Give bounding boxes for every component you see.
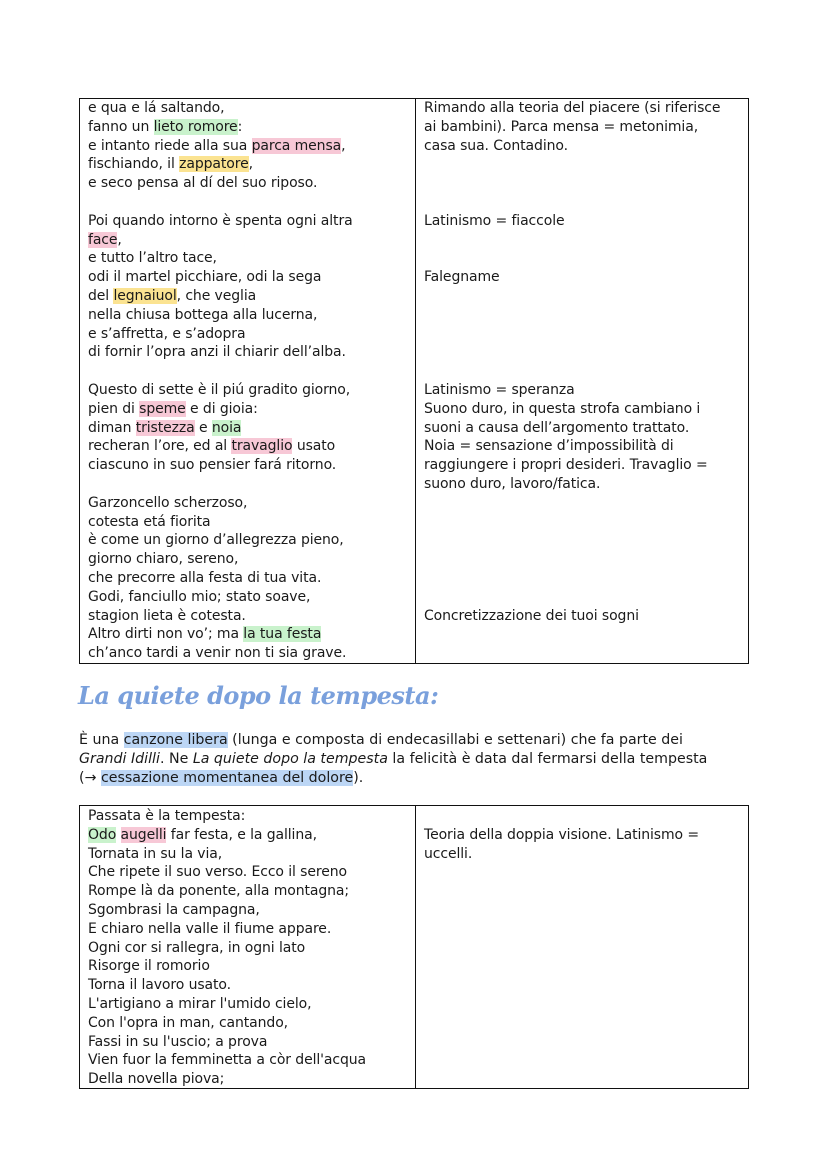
- poem-line: [88, 625, 321, 644]
- intro-line: [79, 750, 707, 769]
- text-segment: Altro dirti non vo’; ma: [88, 626, 244, 643]
- note-line: [424, 381, 575, 400]
- poem-line: [88, 920, 331, 939]
- highlighted-term: lieto romore: [153, 118, 238, 135]
- text-segment: . Ne: [159, 751, 193, 767]
- annotation-table-2: [79, 805, 749, 1089]
- text-segment: e intanto riede alla sua: [88, 137, 252, 154]
- notes-column: [416, 99, 748, 663]
- text-segment: stagion lieta è cotesta.: [88, 607, 246, 624]
- poem-line: [88, 325, 245, 344]
- text-segment: recheran l’ore, ed al: [88, 438, 232, 455]
- poem-line: [88, 118, 242, 137]
- poem-line: [88, 381, 350, 400]
- text-segment: (lunga e composta di endecasillabi e settenari) che fa parte dei: [227, 732, 683, 748]
- text-segment: Tornata in su la via,: [88, 845, 223, 862]
- note-line: [424, 475, 600, 494]
- poem-column: [80, 99, 416, 663]
- poem-line: [88, 174, 317, 193]
- poem-line: [88, 1070, 224, 1089]
- poem-line: [88, 400, 258, 419]
- text-segment: la felicità è data dal fermarsi della tempesta: [387, 751, 708, 767]
- poem-line: [88, 882, 349, 901]
- text-segment: Passata è la tempesta:: [88, 808, 246, 824]
- highlighted-term: speme: [139, 400, 186, 417]
- annotation-table-1: [79, 98, 749, 664]
- text-segment: fanno un: [88, 118, 154, 135]
- note-line: [424, 212, 565, 231]
- text-segment: raggiungere i propri desideri. Travaglio =: [424, 457, 708, 474]
- text-segment: Risorge il romorio: [88, 958, 210, 975]
- text-segment: che precorre alla festa di tua vita.: [88, 570, 322, 586]
- poem-line: [88, 1051, 366, 1070]
- section-heading: La quiete dopo la tempesta:: [78, 681, 439, 710]
- poem-line: [88, 957, 210, 976]
- text-segment: , che veglia: [176, 288, 257, 304]
- text-segment: e tutto l’altro tace,: [88, 250, 217, 267]
- poem-line: [88, 531, 344, 550]
- highlighted-term: augelli: [120, 826, 167, 843]
- text-segment: e di gioia:: [185, 400, 258, 417]
- text-segment: È una: [79, 732, 124, 748]
- poem-line: [88, 513, 211, 532]
- highlighted-term: la tua festa: [243, 626, 322, 643]
- text-segment: usato: [292, 438, 336, 455]
- note-line: [424, 99, 720, 118]
- poem-line: [88, 99, 224, 118]
- poem-line: [88, 826, 317, 845]
- text-segment: giorno chiaro, sereno,: [88, 551, 239, 568]
- poem-line: [88, 976, 231, 995]
- text-segment: ai bambini). Parca mensa = metonimia,: [424, 118, 699, 135]
- text-segment: Sgombrasi la campagna,: [88, 902, 260, 918]
- highlighted-term: face: [88, 231, 118, 248]
- poem-line: [88, 343, 346, 362]
- poem-line: [88, 607, 246, 626]
- note-line: [424, 137, 568, 156]
- note-line: [424, 268, 500, 287]
- text-segment: Rimando alla teoria del piacere (si riferisce: [424, 100, 721, 116]
- text-segment: e s’affretta, e s’adopra: [88, 325, 246, 342]
- text-segment: Latinismo = speranza: [424, 382, 575, 398]
- text-segment: far festa, e la gallina,: [166, 826, 317, 843]
- text-segment: Vien fuor la femminetta a còr dell'acqua: [88, 1052, 367, 1069]
- text-segment: odi il martel picchiare, odi la sega: [88, 269, 322, 286]
- poem-line: [88, 268, 321, 287]
- text-segment: Concretizzazione dei tuoi sogni: [424, 607, 639, 624]
- poem-line: [88, 456, 336, 475]
- text-segment: diman: [88, 419, 136, 436]
- text-segment: e: [194, 419, 212, 436]
- poem-line: [88, 1014, 288, 1033]
- text-segment: nella chiusa bottega alla lucerna,: [88, 306, 318, 323]
- text-segment: Grandi Idilli: [79, 751, 160, 767]
- text-segment: e qua e lá saltando,: [88, 100, 225, 116]
- text-segment: Con l'opra in man, cantando,: [88, 1014, 289, 1031]
- text-segment: Teoria della doppia visione. Latinismo =: [424, 826, 699, 843]
- text-segment: Ogni cor si rallegra, in ogni lato: [88, 939, 306, 956]
- poem-line: [88, 287, 256, 306]
- poem-line: [88, 939, 305, 958]
- highlighted-term: legnaiuol: [113, 288, 177, 304]
- highlighted-term: parca mensa: [251, 137, 342, 154]
- poem-line: [88, 863, 347, 882]
- text-segment: Rompe là da ponente, alla montagna;: [88, 883, 349, 900]
- text-segment: Godi, fanciullo mio; stato soave,: [88, 588, 311, 605]
- poem-line: [88, 845, 222, 864]
- intro-line: [79, 769, 363, 788]
- poem-line: [88, 1033, 267, 1052]
- poem-line: [88, 212, 353, 231]
- poem-line: [88, 155, 253, 174]
- poem-line: [88, 807, 245, 826]
- poem-line: [88, 644, 346, 663]
- poem-column: [80, 806, 416, 1088]
- text-segment: Suono duro, in questa strofa cambiano i: [424, 400, 701, 417]
- highlighted-term: travaglio: [231, 438, 293, 455]
- text-segment: suoni a causa dell’argomento trattato.: [424, 419, 690, 436]
- intro-line: [79, 731, 683, 750]
- note-line: [424, 826, 699, 845]
- poem-line: [88, 588, 310, 607]
- text-segment: Questo di sette è il piú gradito giorno,: [88, 382, 351, 398]
- text-segment: Poi quando intorno è spenta ogni altra: [88, 212, 353, 229]
- note-line: [424, 419, 689, 438]
- note-line: [424, 845, 472, 864]
- text-segment: Noia = sensazione d’impossibilità di: [424, 438, 674, 455]
- poem-line: [88, 249, 217, 268]
- note-line: [424, 607, 639, 626]
- poem-line: [88, 901, 260, 920]
- text-segment: suono duro, lavoro/fatica.: [424, 476, 601, 492]
- highlighted-term: cessazione momentanea del dolore: [100, 770, 354, 786]
- poem-line: [88, 231, 122, 250]
- poem-line: [88, 494, 247, 513]
- text-segment: (→: [79, 770, 101, 786]
- note-line: [424, 437, 674, 456]
- text-segment: è come un giorno d’allegrezza pieno,: [88, 532, 344, 549]
- text-segment: ).: [353, 770, 364, 786]
- highlighted-term: noia: [211, 419, 242, 436]
- highlighted-term: canzone libera: [123, 732, 228, 748]
- text-segment: ,: [341, 137, 346, 154]
- poem-line: [88, 569, 321, 588]
- text-segment: pien di: [88, 400, 140, 417]
- text-segment: Garzoncello scherzoso,: [88, 494, 248, 511]
- text-segment: ciascuno in suo pensier fará ritorno.: [88, 457, 337, 474]
- text-segment: Latinismo = fiaccole: [424, 212, 565, 229]
- poem-line: [88, 437, 335, 456]
- note-line: [424, 118, 698, 137]
- poem-line: [88, 137, 345, 156]
- text-segment: cotesta etá fiorita: [88, 513, 211, 530]
- note-line: [424, 456, 708, 475]
- text-segment: ,: [117, 231, 122, 248]
- poem-line: [88, 306, 317, 325]
- poem-line: [88, 419, 241, 438]
- highlighted-term: zappatore: [179, 156, 249, 173]
- text-segment: Torna il lavoro usato.: [88, 977, 231, 994]
- text-segment: L'artigiano a mirar l'umido cielo,: [88, 996, 312, 1012]
- highlighted-term: tristezza: [135, 419, 195, 436]
- poem-line: [88, 995, 311, 1014]
- text-segment: Fassi in su l'uscio; a prova: [88, 1033, 268, 1050]
- text-segment: Della novella piova;: [88, 1071, 225, 1088]
- notes-column: [416, 806, 748, 1088]
- text-segment: La quiete dopo la tempesta: [192, 751, 388, 767]
- text-segment: uccelli.: [424, 845, 473, 862]
- text-segment: ,: [248, 156, 253, 173]
- text-segment: :: [237, 118, 243, 135]
- note-line: [424, 400, 700, 419]
- text-segment: ch’anco tardi a venir non ti sia grave.: [88, 645, 347, 662]
- poem-line: [88, 550, 238, 569]
- text-segment: fischiando, il: [88, 156, 180, 173]
- text-segment: casa sua. Contadino.: [424, 137, 568, 154]
- text-segment: Falegname: [424, 269, 500, 286]
- text-segment: E chiaro nella valle il fiume appare.: [88, 920, 332, 937]
- text-segment: del: [88, 288, 114, 304]
- text-segment: di fornir l’opra anzi il chiarir dell’alba.: [88, 344, 346, 361]
- highlighted-term: Odo: [88, 826, 117, 843]
- text-segment: [116, 827, 120, 843]
- text-segment: Che ripete il suo verso. Ecco il sereno: [88, 864, 347, 881]
- text-segment: e seco pensa al dí del suo riposo.: [88, 175, 318, 192]
